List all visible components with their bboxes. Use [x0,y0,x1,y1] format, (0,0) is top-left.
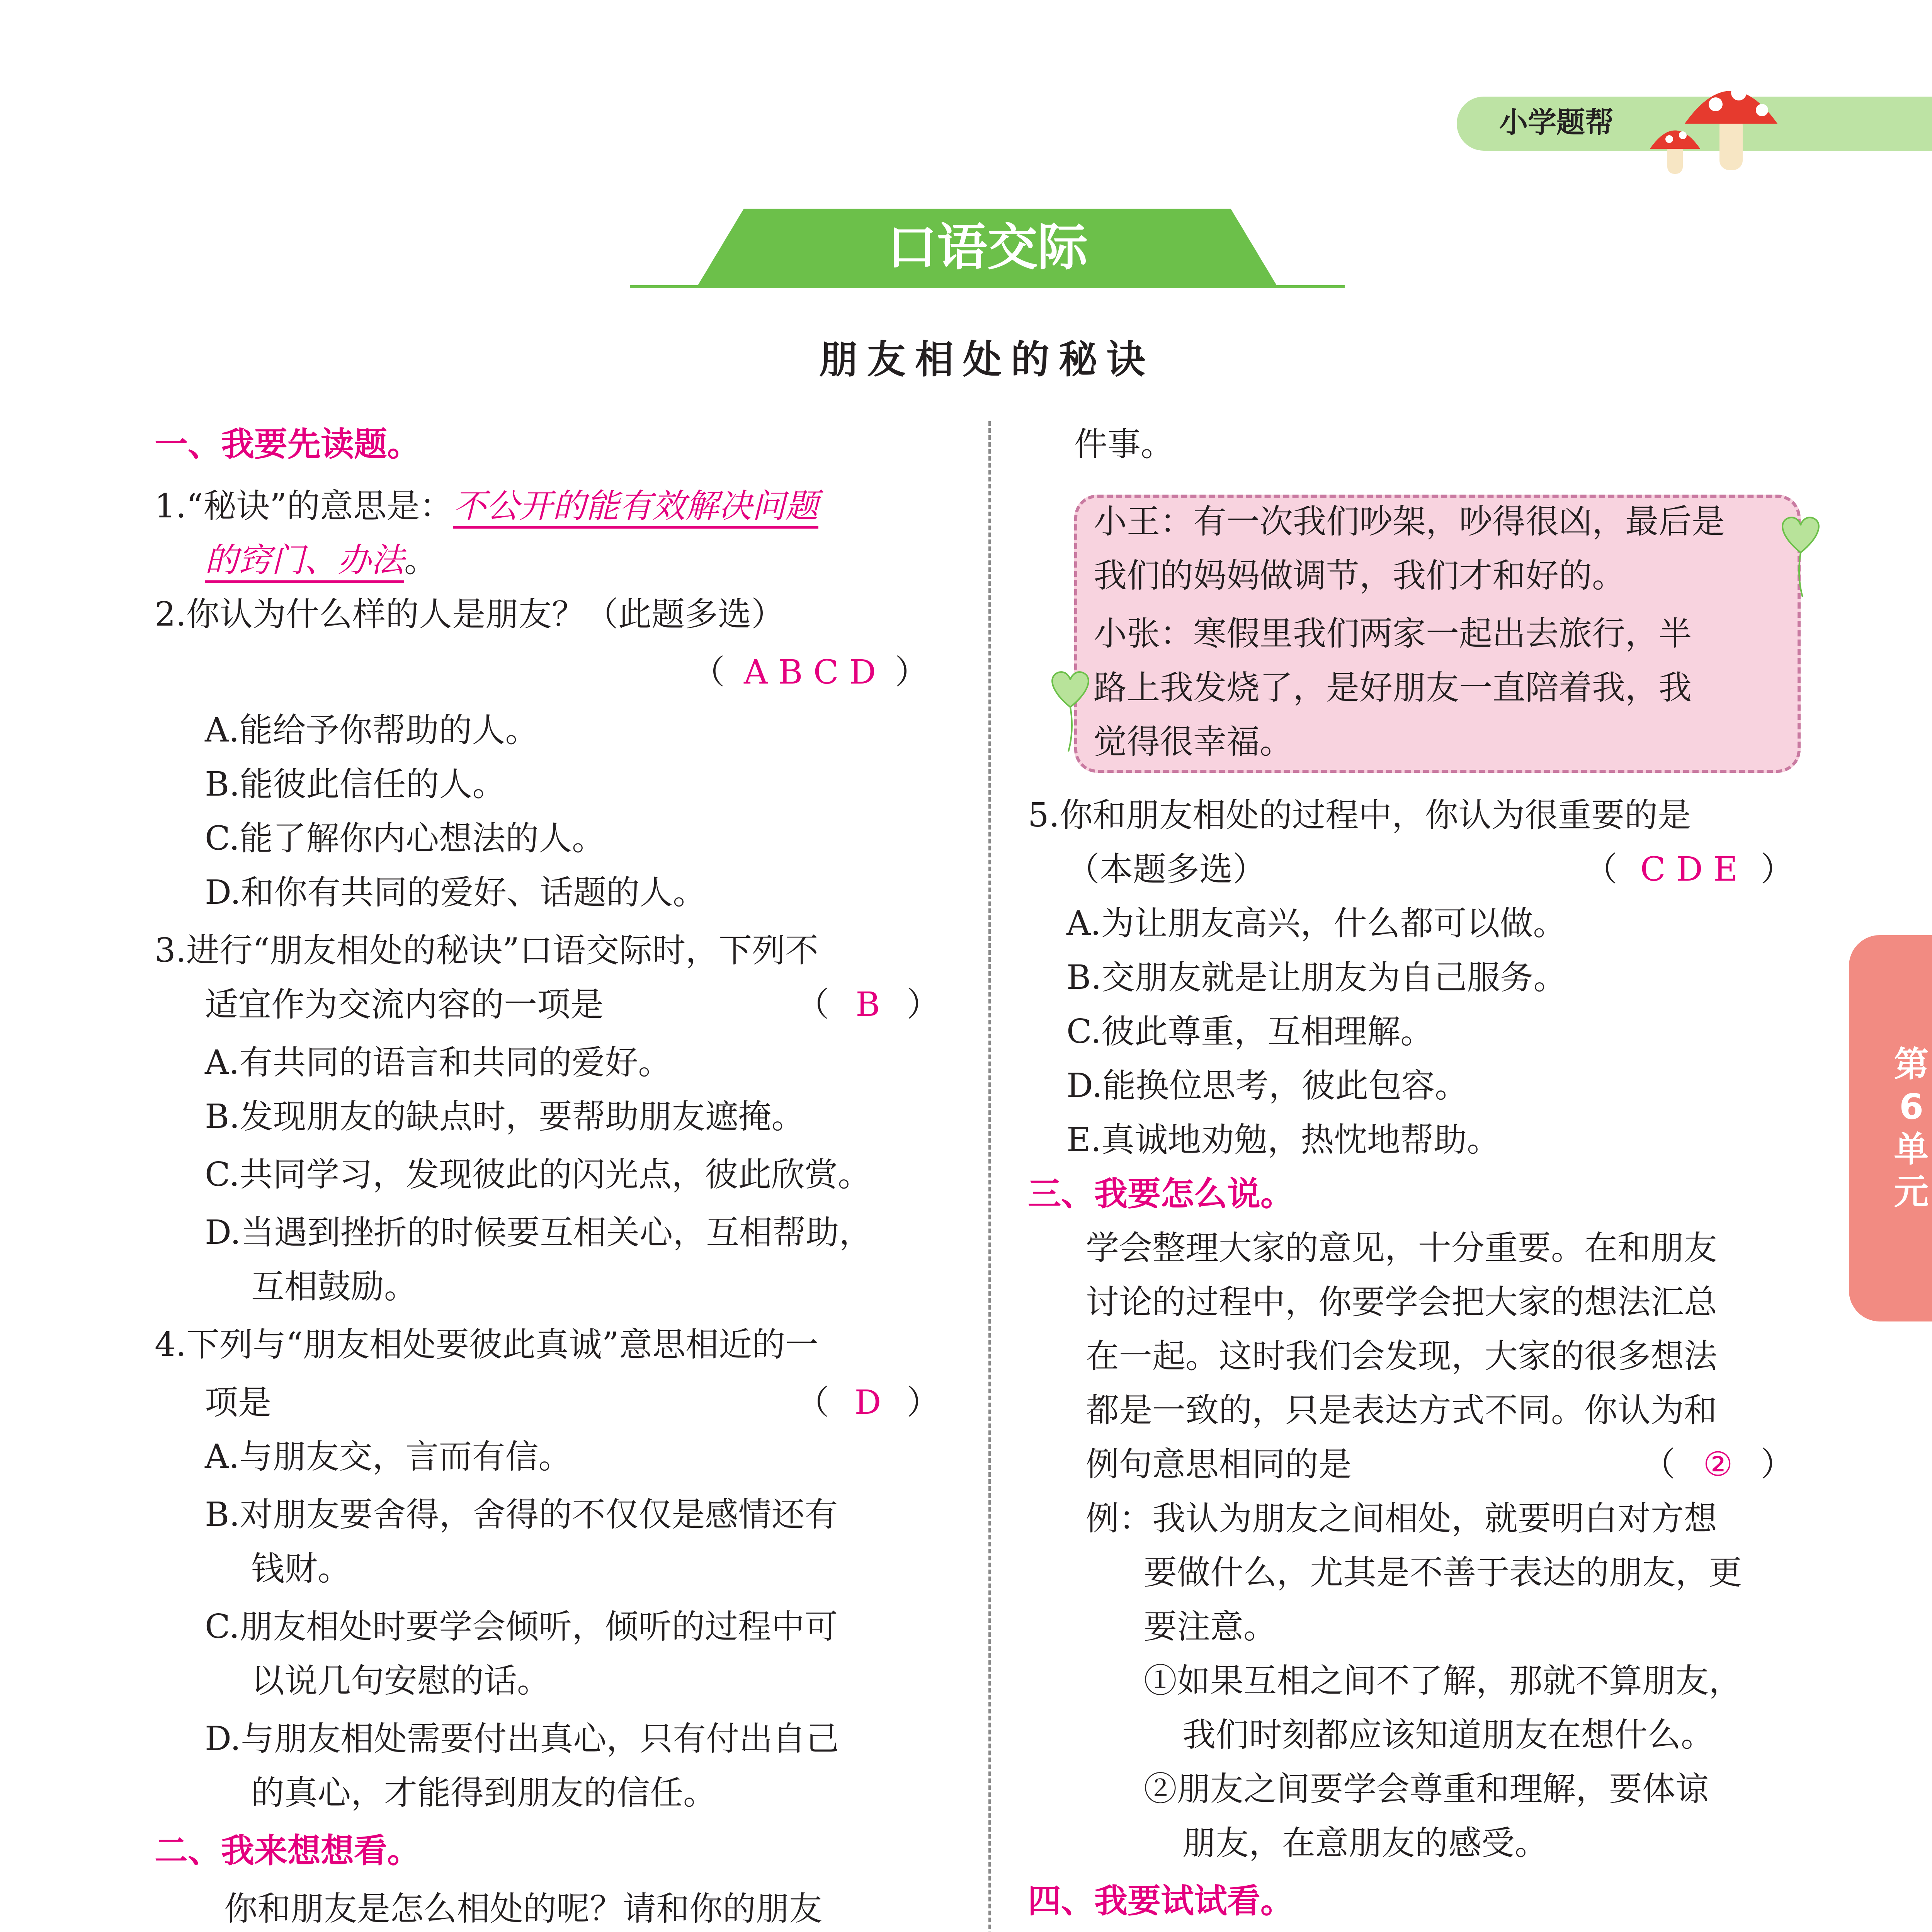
dialog-line-4: 路上我发烧了，是好朋友一直陪着我，我 [1094,668,1692,707]
title-rule [630,285,1345,288]
unit-tab-char-3: 单 [1894,1129,1929,1170]
page-subtitle: 朋友相处的秘诀 [819,337,1155,382]
heart-balloon-icon-left [1043,665,1097,753]
q1-suffix: 。 [404,541,437,580]
heart-balloon-icon [1774,510,1828,599]
sec3-line-4: 都是一致的，只是表达方式不同。你认为和 [1086,1391,1717,1430]
sec3-example-3: 要注意。 [1144,1607,1277,1646]
q5-answer: C D E [1640,850,1738,889]
sec3-line-3: 在一起。这时我们会发现，大家的很多想法 [1086,1337,1717,1376]
unit-side-tab-label [1849,1043,1932,1213]
sec3-choice-1: ①如果互相之间不了解，那就不算朋友， [1144,1662,1742,1700]
q2-answer-bracket: （ A B C D ） [692,649,928,696]
q5-answer-bracket: （ C D E ） [1584,846,1794,893]
q4-answer-bracket: （ D ） [796,1379,940,1426]
q3-option-a: A.有共同的语言和共同的爱好。 [205,1043,672,1082]
sec3-choice-1-cont: 我们时刻都应该知道朋友在想什么。 [1182,1716,1714,1754]
unit-tab-char-4: 元 [1894,1172,1929,1212]
sec2-intro-1: 你和朋友是怎么相处的呢？请和你的朋友 [224,1889,822,1928]
q3-stem-1: 3.进行“朋友相处的秘诀”口语交际时，下列不 [155,931,818,970]
q3-answer: B [855,985,880,1024]
q4-option-a: A.与朋友交，言而有信。 [205,1437,572,1476]
unit-tab-number: 6 [1899,1087,1923,1127]
q4-option-c: C.朋友相处时要学会倾听，倾听的过程中可 [205,1607,838,1646]
mushroom-icon [1638,66,1793,182]
q1-prefix: 1.“秘诀”的意思是： [155,487,453,526]
q3-option-d-cont: 互相鼓励。 [251,1267,417,1306]
q2-answer: A B C D [743,653,876,692]
q2-stem: 2.你认为什么样的人是朋友？（此题多选） [155,595,785,634]
q5-stem-2: （本题多选） [1066,850,1266,889]
sec3-line-2: 讨论的过程中，你要学会把大家的想法汇总 [1086,1283,1717,1321]
q4-option-d-cont: 的真心，才能得到朋友的信任。 [251,1774,716,1812]
q1-line2 [205,537,437,583]
q2-option-b: B.能彼此信任的人。 [205,765,506,804]
sec3-answer-bracket: （ ② ） [1642,1441,1794,1488]
q4-stem-2: 项是 [205,1383,271,1422]
unit-tab-char-1: 第 [1894,1044,1929,1085]
section-4-heading: 四、我要试试看。 [1028,1881,1294,1920]
q5-option-a: A.为让朋友高兴，什么都可以做。 [1066,904,1566,943]
section-title: 口语交际 [886,218,1088,277]
q3-option-c: C.共同学习，发现彼此的闪光点，彼此欣赏。 [205,1155,871,1194]
sec3-line-1: 学会整理大家的意见，十分重要。在和朋友 [1086,1229,1717,1267]
column-divider [988,421,991,1932]
q3-option-d: D.当遇到挫折的时候要互相关心，互相帮助， [205,1213,872,1252]
section-1-heading: 一、我要先读题。 [155,425,420,464]
q2-option-d: D.和你有共同的爱好、话题的人。 [205,873,706,912]
q4-stem-1: 4.下列与“朋友相处要彼此真诚”意思相近的一 [155,1325,818,1364]
q5-option-b: B.交朋友就是让朋友为自己服务。 [1066,958,1567,997]
q2-option-a: A.能给予你帮助的人。 [205,711,539,750]
q4-option-d: D.与朋友相处需要付出真心，只有付出自己 [205,1719,839,1758]
section-3-heading: 三、我要怎么说。 [1028,1174,1294,1213]
q3-stem-2: 适宜作为交流内容的一项是 [205,985,604,1024]
dialog-line-2: 我们的妈妈做调节，我们才和好的。 [1094,556,1625,595]
q1-answer-part2: 的窍门、办法 [205,541,404,583]
survey-q4-line2: 件事。 [1074,425,1174,464]
q4-option-c-cont: 以说几句安慰的话。 [251,1662,550,1700]
q5-option-c: C.彼此尊重，互相理解。 [1066,1012,1434,1051]
sec3-example-2: 要做什么，尤其是不善于表达的朋友，更 [1144,1553,1742,1592]
dialog-line-1: 小王：有一次我们吵架，吵得很凶，最后是 [1094,502,1725,541]
sec3-choice-2-cont: 朋友，在意朋友的感受。 [1182,1824,1548,1862]
brand-label: 小学题帮 [1499,106,1614,139]
q3-option-b: B.发现朋友的缺点时，要帮助朋友遮掩。 [205,1097,805,1136]
q1-line [155,483,818,529]
dialog-line-3: 小张：寒假里我们两家一起出去旅行，半 [1094,614,1692,653]
sec3-choice-2: ②朋友之间要学会尊重和理解，要体谅 [1144,1770,1709,1808]
q4-answer: D [854,1383,881,1422]
dialog-line-5: 觉得很幸福。 [1094,723,1293,761]
q2-option-c: C.能了解你内心想法的人。 [205,819,605,858]
q5-option-d: D.能换位思考，彼此包容。 [1066,1066,1468,1105]
sec3-example-1: 例：我认为朋友之间相处，就要明白对方想 [1086,1499,1717,1538]
q4-option-b-cont: 钱财。 [251,1549,351,1588]
sec3-stem-end: 例句意思相同的是 [1086,1445,1352,1484]
q3-answer-bracket: （ B ） [796,981,940,1028]
section-2-heading: 二、我来想想看。 [155,1831,420,1870]
q5-stem-1: 5.你和朋友相处的过程中，你认为很重要的是 [1028,796,1691,835]
sec3-answer: ② [1703,1445,1733,1484]
q5-option-e: E.真诚地劝勉，热忱地帮助。 [1066,1121,1500,1159]
q4-option-b: B.对朋友要舍得，舍得的不仅仅是感情还有 [205,1495,838,1534]
q1-answer-part1: 不公开的能有效解决问题 [453,487,818,529]
